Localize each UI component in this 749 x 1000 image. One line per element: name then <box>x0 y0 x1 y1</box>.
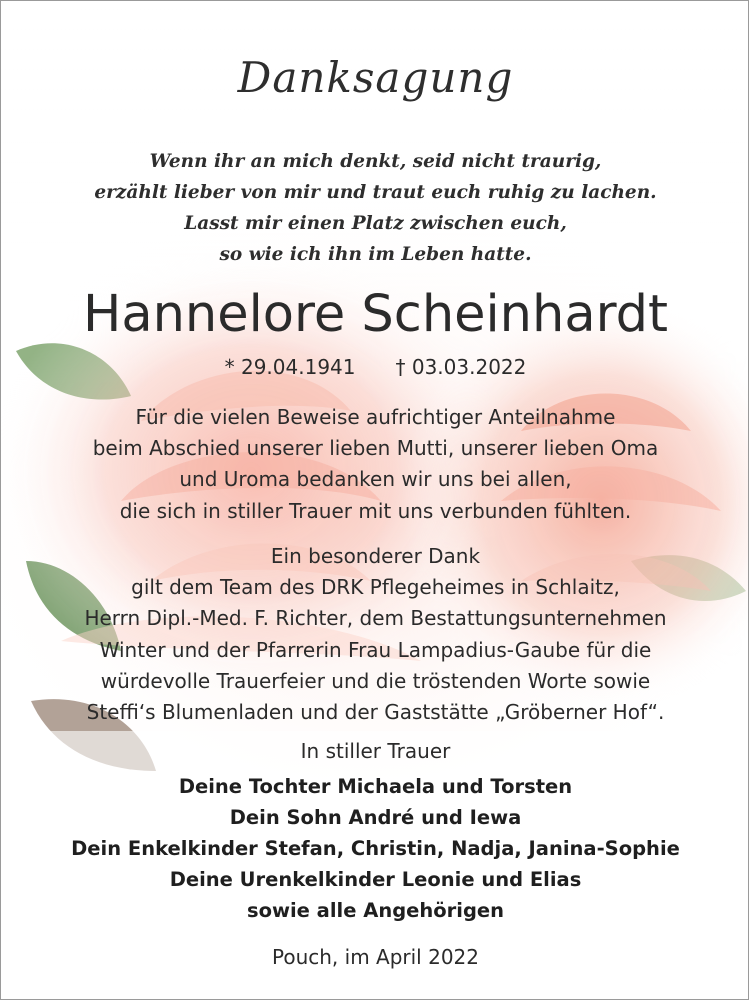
deceased-name: Hannelore Scheinhardt <box>82 285 669 344</box>
paragraph-line: Winter und der Pfarrerin Frau Lampadius-Gaube für die <box>99 637 652 662</box>
mourner-line: Deine Tochter Michaela und Torsten <box>178 775 573 798</box>
paragraph-line: und Uroma bedanken wir uns bei allen, <box>179 467 572 492</box>
thanks-paragraph <box>1 402 749 527</box>
poem-line: erzählt lieber von mir und traut euch ruhig zu lachen. <box>94 182 657 203</box>
mourner-line: Deine Urenkelkinder Leonie und Elias <box>169 868 582 891</box>
birth-date: * 29.04.1941 <box>224 355 356 379</box>
paragraph-line: beim Abschied unserer lieben Mutti, unserer lieben Oma <box>92 436 659 461</box>
life-dates <box>1 355 749 379</box>
poem-line: so wie ich ihn im Leben hatte. <box>219 244 532 265</box>
paragraph-line: Herrn Dipl.-Med. F. Richter, dem Bestattungsunternehmen <box>84 606 667 631</box>
mourner-line: Dein Sohn André und Iewa <box>229 806 522 829</box>
paragraph-line: Für die vielen Beweise aufrichtiger Anteilnahme <box>135 405 616 429</box>
paragraph-line: Steffi‘s Blumenladen und der Gaststätte „Gröberner Hof“. <box>86 700 665 725</box>
death-date: † 03.03.2022 <box>395 355 527 379</box>
place-date: Pouch, im April 2022 <box>271 945 479 969</box>
poem-line: Wenn ihr an mich denkt, seid nicht traurig, <box>149 151 602 172</box>
paragraph-line: würdevolle Trauerfeier und die tröstenden Worte sowie <box>100 668 651 693</box>
paragraph-line: Ein besonderer Dank <box>270 544 481 568</box>
heading: Danksagung <box>237 53 514 102</box>
paragraph-line: gilt dem Team des DRK Pflegeheimes in Schlaitz, <box>131 575 620 600</box>
mourner-line: Dein Enkelkinder Stefan, Christin, Nadja, Janina-Sophie <box>71 837 680 860</box>
notice-content <box>1 1 749 1000</box>
poem <box>1 146 749 270</box>
mourner-line: sowie alle Angehörigen <box>246 899 505 922</box>
paragraph-line: die sich in stiller Trauer mit uns verbunden fühlten. <box>119 498 632 523</box>
poem-line: Lasst mir einen Platz zwischen euch, <box>184 213 567 234</box>
mourning-intro: In stiller Trauer <box>300 739 451 763</box>
mourners-list <box>1 771 749 926</box>
special-thanks-paragraph <box>1 541 749 728</box>
